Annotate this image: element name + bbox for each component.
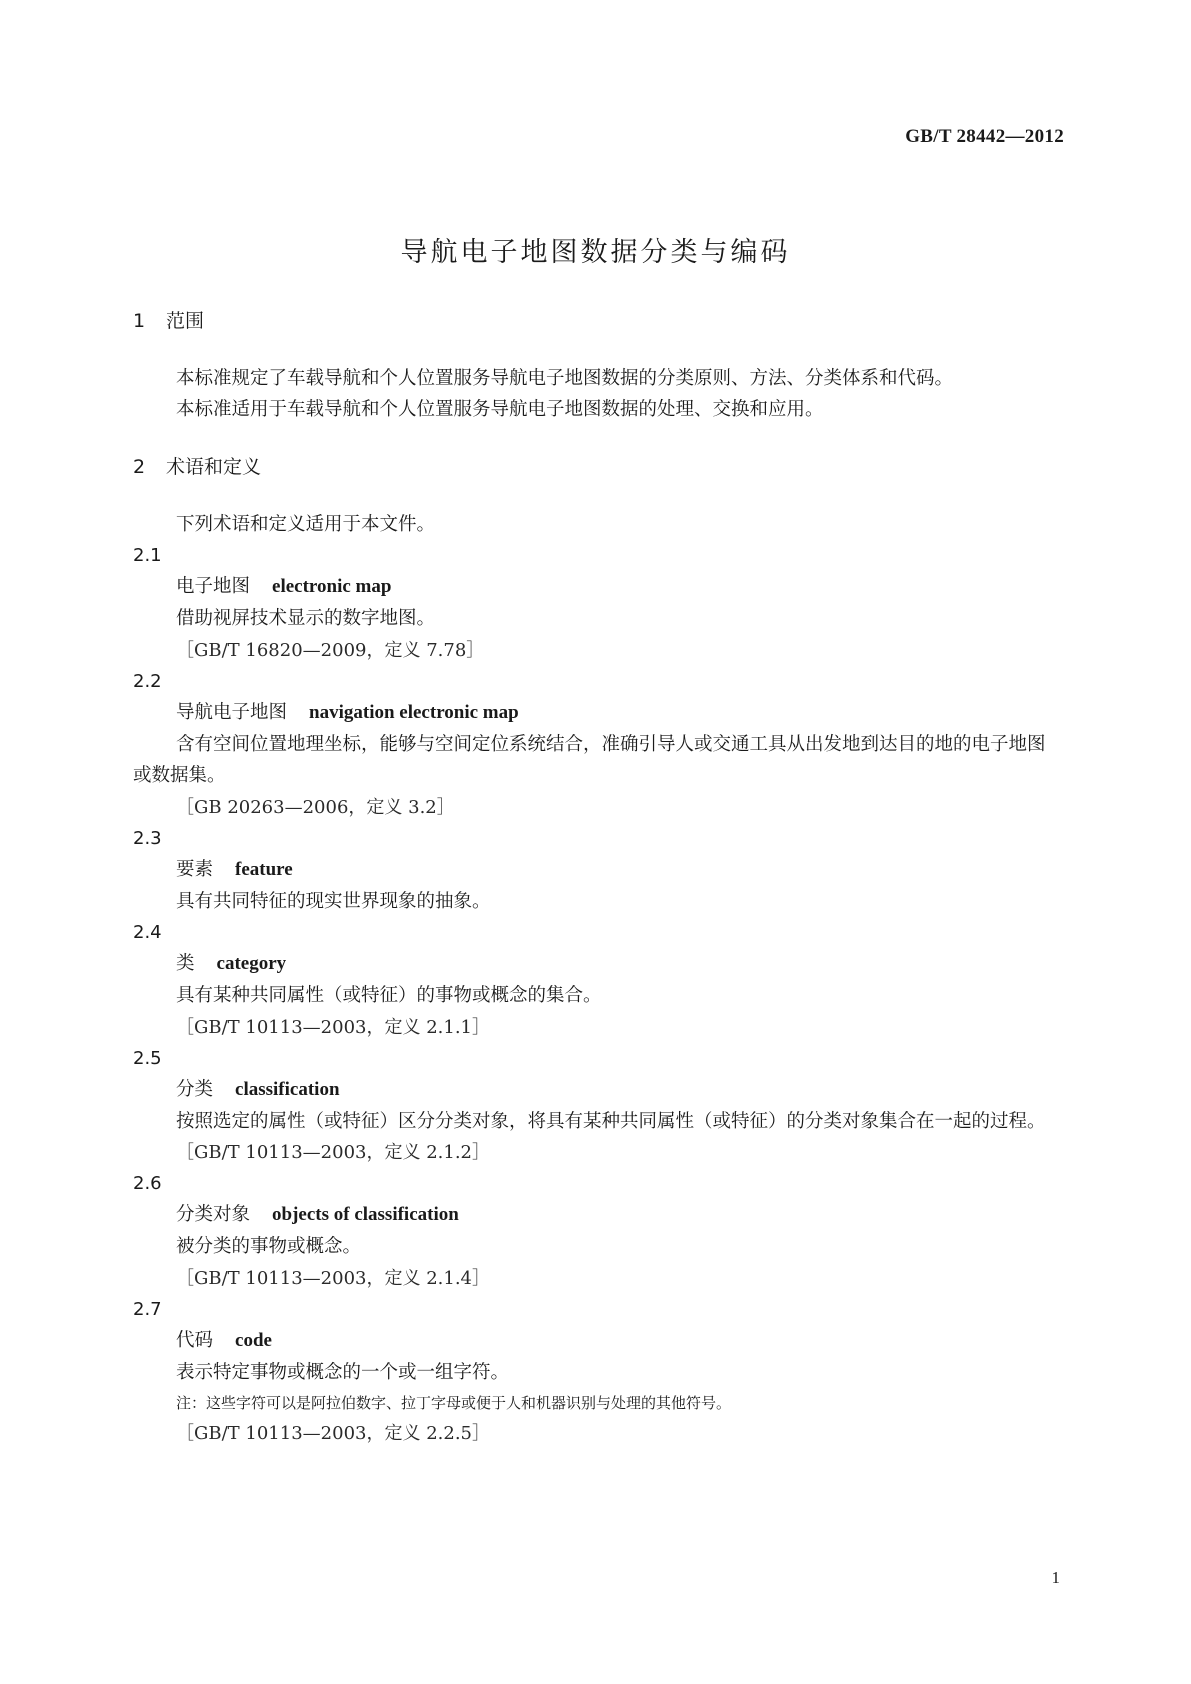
term-chinese: 代码 (176, 1329, 214, 1351)
section-number: 2 (133, 456, 146, 478)
section-scope (133, 307, 1063, 335)
terms-intro: 下列术语和定义适用于本文件。 (176, 514, 436, 535)
term-entry (133, 1074, 1063, 1106)
term-entry (133, 1325, 1063, 1357)
page-number: 1 (1051, 1568, 1060, 1587)
section-heading (133, 307, 1063, 335)
term-english: code (235, 1329, 272, 1351)
term-definition: 具有共同特征的现实世界现象的抽象。 (176, 890, 491, 912)
note-text: 这些字符可以是阿拉伯数字、拉丁字母或便于人和机器识别与处理的其他符号。 (206, 1394, 732, 1412)
term-english: objects of classification (272, 1204, 459, 1225)
standard-number: GB/T 28442—2012 (905, 126, 1064, 147)
section-title: 术语和定义 (166, 456, 262, 478)
term-source: ［GB/T 10113—2003，定义 2.1.4］ (176, 1267, 490, 1289)
term-chinese: 要素 (176, 858, 214, 880)
section-terms (133, 453, 1063, 481)
term-source: ［GB/T 10113—2003，定义 2.1.1］ (176, 1016, 490, 1038)
term-english: navigation electronic map (309, 701, 519, 723)
clause-number: 2.2 (133, 670, 162, 692)
clause-number: 2.1 (133, 545, 162, 566)
term-english: classification (235, 1078, 340, 1100)
term-definition: 被分类的事物或概念。 (176, 1236, 362, 1257)
term-source: ［GB/T 16820—2009，定义 7.78］ (176, 639, 485, 661)
term-definition: 具有某种共同属性（或特征）的事物或概念的集合。 (176, 985, 602, 1006)
section-heading (133, 453, 1063, 481)
term-definition: 按照选定的属性（或特征）区分分类对象，将具有某种共同属性（或特征）的分类对象集合在一起的过程。 (176, 1110, 1046, 1132)
term-entry (133, 1199, 1063, 1231)
section-title: 范围 (166, 310, 205, 332)
term-chinese: 分类对象 (176, 1204, 251, 1225)
term-source: ［GB/T 10113—2003，定义 2.1.2］ (176, 1142, 490, 1163)
scope-paragraphs (133, 363, 1063, 425)
term-chinese: 导航电子地图 (176, 701, 288, 723)
term-chinese: 分类 (176, 1078, 214, 1100)
document-title: 导航电子地图数据分类与编码 (400, 237, 791, 268)
term-definition: 表示特定事物或概念的一个或一组字符。 (176, 1361, 510, 1383)
clause-number: 2.4 (133, 922, 162, 943)
paragraph: 本标准适用于车载导航和个人位置服务导航电子地图数据的处理、交换和应用。 (176, 399, 824, 420)
term-definition: 借助视屏技术显示的数字地图。 (176, 608, 436, 629)
term-english: category (216, 953, 287, 974)
paragraph: 本标准规定了车载导航和个人位置服务导航电子地图数据的分类原则、方法、分类体系和代码。 (176, 368, 954, 389)
term-source: ［GB 20263—2006，定义 3.2］ (176, 796, 455, 818)
term-chinese: 类 (176, 953, 195, 974)
term-entry (133, 571, 1063, 603)
terms-body (133, 509, 1063, 1449)
note-label: 注： (176, 1394, 207, 1412)
term-chinese: 电子地图 (176, 576, 251, 597)
term-entry (133, 948, 1063, 980)
clause-number: 2.3 (133, 827, 162, 849)
term-entry (133, 854, 1063, 886)
section-number: 1 (133, 310, 146, 332)
term-english: feature (235, 858, 293, 880)
clause-number: 2.5 (133, 1047, 162, 1069)
term-english: electronic map (272, 576, 392, 597)
clause-number: 2.7 (133, 1298, 162, 1320)
term-entry (133, 697, 1063, 729)
clause-number: 2.6 (133, 1173, 162, 1194)
term-definition: 含有空间位置地理坐标，能够与空间定位系统结合，准确引导人或交通工具从出发地到达目的地的电子地图或数据集。 (133, 733, 1046, 786)
term-source: ［GB/T 10113—2003，定义 2.2.5］ (176, 1423, 490, 1444)
term-note (133, 1388, 1063, 1418)
